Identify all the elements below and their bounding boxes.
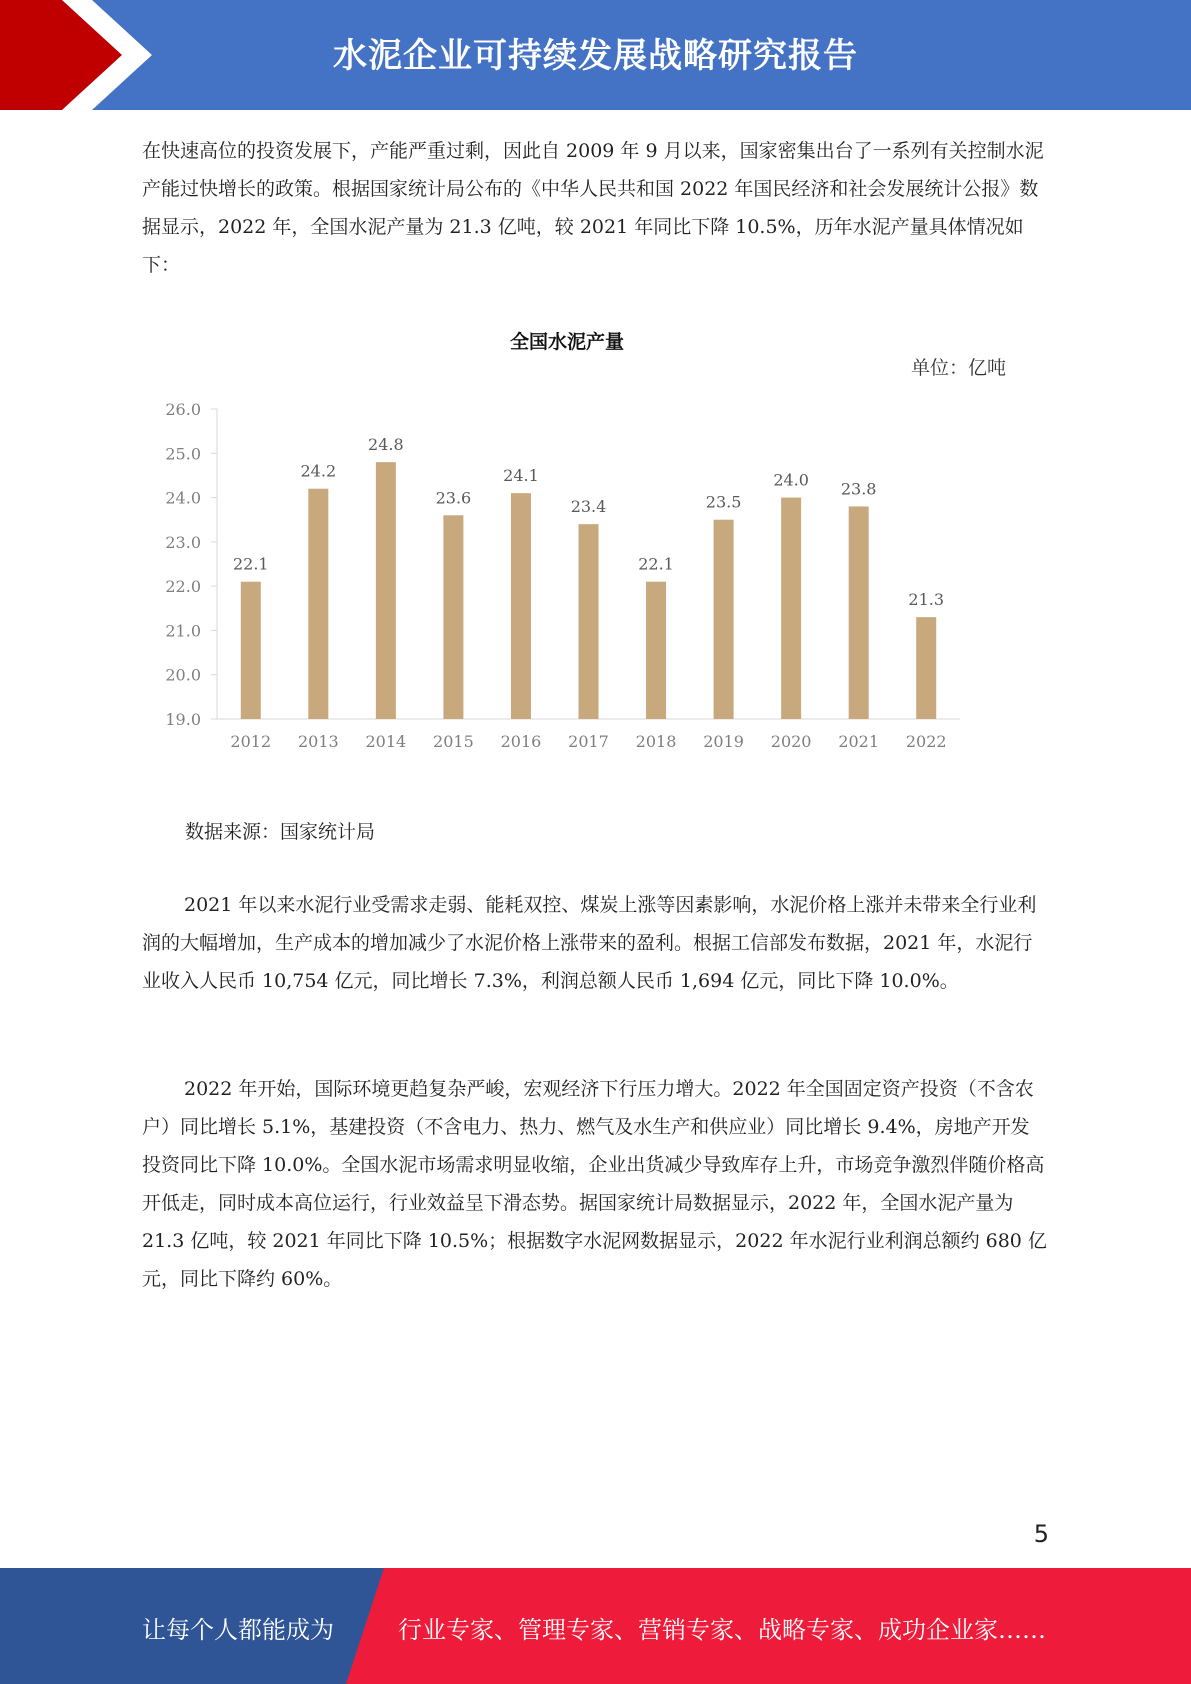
bar bbox=[308, 489, 328, 719]
x-tick-label: 2013 bbox=[297, 732, 339, 751]
bar-data-label: 23.4 bbox=[570, 497, 607, 517]
bar-data-label: 24.0 bbox=[773, 470, 809, 490]
x-tick-label: 2022 bbox=[905, 732, 947, 751]
y-tick-label: 23.0 bbox=[165, 532, 201, 552]
bar bbox=[849, 506, 869, 719]
x-tick-label: 2021 bbox=[838, 732, 880, 751]
x-tick-label: 2014 bbox=[365, 732, 407, 751]
chart-title: 全国水泥产量 bbox=[509, 331, 625, 353]
bar-data-label: 24.8 bbox=[368, 435, 404, 455]
y-tick-label: 24.0 bbox=[165, 488, 201, 508]
footer-slogan-left: 让每个人都能成为 bbox=[142, 1616, 334, 1644]
x-tick-label: 2018 bbox=[635, 732, 677, 751]
page-number: 5 bbox=[1033, 1520, 1049, 1548]
bar bbox=[443, 515, 463, 719]
bar-data-label: 23.6 bbox=[435, 488, 472, 508]
bar bbox=[781, 498, 801, 719]
chart-unit-label: 单位：亿吨 bbox=[910, 357, 1006, 379]
bar bbox=[511, 493, 531, 719]
bar-data-label: 23.8 bbox=[840, 479, 877, 499]
x-tick-label: 2012 bbox=[230, 732, 272, 751]
header-banner bbox=[0, 0, 1191, 110]
bar bbox=[646, 582, 666, 719]
bar bbox=[241, 582, 261, 719]
footer-banner bbox=[0, 1568, 1191, 1684]
intro-paragraph: 在快速高位的投资发展下，产能严重过剩，因此自 2009 年 9 月以来，国家密集出台了一系列有关控制水泥产能过快增长的政策。根据国家统计局公布的《中华人民共和国 2022 年国民经济和社会发展统计公报》数据显示，2022 年，全国水泥产量为 21.3 亿吨，较 2021 年同比下降 10.5%，历年水泥产量具体情况如下： bbox=[142, 140, 1044, 276]
outlook-paragraph: 2022 年开始，国际环境更趋复杂严峻，宏观经济下行压力增大。2022 年全国固定资产投资（不含农户）同比增长 5.1%，基建投资（不含电力、热力、燃气及水生产和供应业）同比增长 9.4%，房地产开发投资同比下降 10.0%。全国水泥市场需求明显收缩，企业出货减少导致库存上升，市场竞争激烈伴随价格高开低走，同时成本高位运行，行业效益呈下滑态势。据国家统计局数据显示，2022 年，全国水泥产量为 21.3 亿吨，较 2021 年同比下降 10.5%；根据数字水泥网数据显示，2022 年水泥行业利润总额约 680 亿元，同比下降约 60%。 bbox=[142, 1078, 1047, 1290]
y-tick-label: 26.0 bbox=[165, 400, 201, 419]
y-tick-label: 21.0 bbox=[165, 621, 201, 641]
y-tick-label: 20.0 bbox=[165, 665, 201, 685]
bar-data-label: 22.1 bbox=[638, 554, 674, 574]
x-tick-label: 2020 bbox=[770, 732, 812, 751]
industry-paragraph: 2021 年以来水泥行业受需求走弱、能耗双控、煤炭上涨等因素影响，水泥价格上涨并未带来全行业利润的大幅增加，生产成本的增加减少了水泥价格上涨带来的盈利。根据工信部发布数据，2021 年，水泥行业收入人民币 10,754 亿元，同比增长 7.3%，利润总额人民币 1,694 亿元，同比下降 10.0%。 bbox=[142, 894, 1037, 992]
y-tick-label: 19.0 bbox=[165, 710, 201, 729]
x-tick-label: 2017 bbox=[568, 732, 609, 751]
bar-data-label: 24.2 bbox=[300, 461, 337, 481]
bar-data-label: 22.1 bbox=[232, 554, 269, 574]
bar bbox=[376, 462, 396, 719]
bar-data-label: 21.3 bbox=[908, 590, 945, 610]
y-tick-label: 22.0 bbox=[165, 577, 201, 597]
bar bbox=[916, 617, 936, 719]
bar bbox=[579, 524, 599, 719]
bar-data-label: 24.1 bbox=[503, 466, 539, 486]
page-title: 水泥企业可持续发展战略研究报告 bbox=[333, 36, 858, 76]
cement-output-chart bbox=[142, 318, 1042, 768]
bar bbox=[714, 520, 734, 719]
chart-axes bbox=[165, 400, 960, 751]
y-tick-label: 25.0 bbox=[165, 444, 201, 464]
x-tick-label: 2016 bbox=[500, 732, 542, 751]
x-tick-label: 2015 bbox=[433, 732, 474, 751]
bar-data-label: 23.5 bbox=[705, 492, 742, 512]
x-tick-label: 2019 bbox=[703, 732, 744, 751]
chart-bars bbox=[233, 435, 944, 719]
footer-slogan-right: 行业专家、管理专家、营销专家、战略专家、成功企业家…… bbox=[398, 1616, 1046, 1644]
data-source-note: 数据来源：国家统计局 bbox=[185, 821, 376, 843]
bar-chart-svg bbox=[142, 318, 1042, 768]
